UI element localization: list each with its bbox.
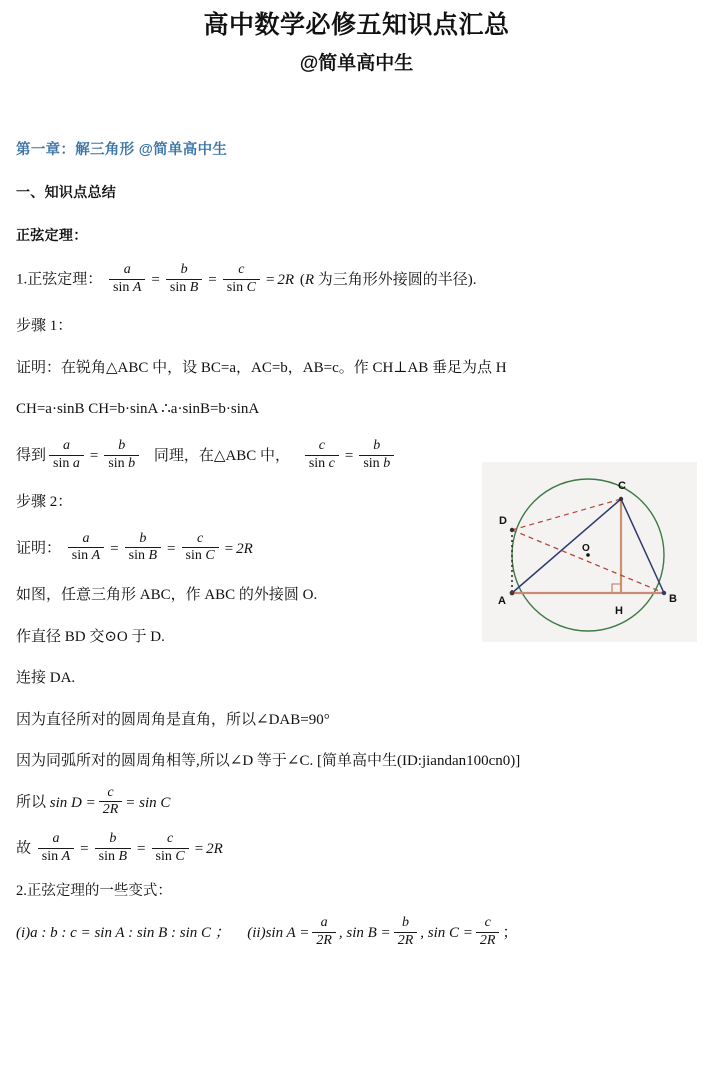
document-page (0, 10, 713, 1090)
sin-d-tail: = sin C (125, 794, 171, 811)
fraction-a-2R (312, 916, 336, 948)
variant-i-body: a : b : c = sin A : sin B : sin C ； (30, 925, 230, 942)
fraction-a-sinA-3 (38, 832, 74, 864)
right-angle-reason-line: 因为直径所对的圆周角是直角，所以∠DAB=90° (16, 711, 330, 728)
denominator (49, 455, 84, 472)
numerator: c (238, 262, 245, 277)
denominator (182, 547, 219, 564)
denominator (104, 455, 139, 472)
variant-ii (247, 917, 517, 949)
numerator: c (197, 530, 204, 546)
segment-CB (621, 499, 664, 593)
label-C: C (618, 480, 626, 492)
sin-function: sin (108, 455, 125, 471)
numerator: a (52, 831, 60, 846)
right-angle-marker (612, 584, 621, 593)
angle-variable: a (72, 455, 80, 471)
equals-sign: = (151, 271, 160, 288)
point-B (662, 591, 666, 595)
denominator-value: 2R (102, 802, 119, 818)
angle-variable: C (175, 848, 185, 864)
result-2R-3: 2R (206, 840, 223, 857)
law-of-sines-formula (106, 264, 294, 296)
denominator (109, 279, 145, 296)
numerator: c (318, 437, 325, 453)
diagram-svg (482, 462, 697, 642)
diameter-construction-line: 作直径 BD 交⊙O 于 D. (16, 628, 165, 645)
label-D: D (499, 515, 507, 527)
denominator (99, 801, 123, 818)
fraction-b-2R (394, 916, 418, 948)
sin-function: sin (155, 848, 172, 864)
equals-sign: = (194, 840, 204, 857)
numerator: b (180, 262, 188, 277)
numerator: b (373, 437, 381, 453)
variant-ii-label: (ii) (247, 925, 266, 942)
variant-ii-part-2: , sin B = (338, 925, 391, 942)
fraction-c-sinC-2 (182, 532, 219, 564)
denominator (312, 932, 336, 949)
fraction-c-sinc (305, 439, 339, 471)
equals-sign: = (344, 447, 354, 464)
segment-DB-diameter (512, 530, 664, 593)
figure-caption-line: 如图，任意三角形 ABC，作 ABC 的外接圆 O. (16, 587, 318, 604)
angle-variable: c (328, 455, 335, 471)
denominator (68, 547, 104, 564)
numerator: a (320, 915, 328, 931)
equal-angle-reason-line: 因为同弧所对的圆周角相等,所以∠D 等于∠C. [简单高中生(ID:jiandan100cn0)] (16, 753, 521, 770)
fraction-c-sinC-3 (152, 832, 189, 864)
denominator (166, 279, 202, 296)
page-subtitle: @简单高中生 (299, 53, 414, 75)
fraction-a-sinA-2 (68, 532, 104, 564)
fraction-a-sina (49, 439, 84, 471)
fraction-b-sinb (104, 439, 139, 471)
denominator (95, 848, 131, 865)
point-D (510, 528, 514, 532)
fraction-b-sinB (166, 263, 202, 295)
label-O: O (582, 543, 590, 554)
ch-altitude-equations: CH=a·sinB CH=b·sinA ∴a·sinB=b·sinA (16, 401, 260, 418)
angle-variable: A (91, 548, 101, 564)
derived-formula-left (46, 437, 142, 472)
variants-heading: 2.正弦定理的一些变式： (16, 883, 172, 900)
variant-ii-part-3: , sin C = (420, 925, 473, 942)
law-of-sines-statement (16, 264, 699, 296)
angle-variable: B (118, 848, 128, 864)
numerator: b (401, 915, 409, 931)
denominator-value: 2R (316, 932, 332, 948)
fraction-c-2R-2 (476, 916, 500, 948)
point-C (619, 497, 623, 501)
equals-sign: = (110, 540, 119, 557)
denominator (359, 455, 394, 472)
numerator: a (62, 437, 70, 453)
circumscribed-circle-diagram (482, 462, 697, 642)
angle-variable: b (383, 455, 391, 471)
page-title: 高中数学必修五知识点汇总 (203, 11, 510, 39)
equals-sign: = (137, 840, 146, 857)
angle-variable: B (148, 548, 158, 564)
sin-d-formula (49, 784, 171, 819)
sin-function: sin (169, 279, 187, 295)
chapter-heading: 第一章：解三角形 @简单高中生 (16, 142, 228, 158)
result-2R: 2R (277, 271, 295, 288)
denominator (38, 848, 74, 865)
angle-variable: A (132, 279, 142, 295)
equals-sign: = (208, 271, 217, 288)
numerator: b (118, 437, 126, 453)
equals-sign: = (89, 447, 99, 464)
conclusion-line (16, 833, 699, 865)
step2-label: 步骤 2： (16, 494, 73, 511)
law-of-sines-note (300, 272, 477, 288)
derive-prefix: 得到 (16, 447, 47, 464)
derived-formula-right (302, 437, 397, 472)
step2-proof-label: 证明： (16, 540, 62, 557)
sin-function: sin (53, 455, 70, 471)
variant-ii-part-1: sin A = (265, 925, 310, 942)
angle-variable: A (61, 848, 71, 864)
fraction-b-sinB-3 (95, 832, 131, 864)
denominator (305, 455, 339, 472)
equals-sign: = (224, 540, 234, 557)
label-H: H (615, 605, 623, 617)
equals-sign: = (80, 840, 89, 857)
sin-function: sin (363, 455, 380, 471)
numerator: b (109, 831, 117, 846)
label-A: A (498, 595, 506, 607)
denominator (125, 547, 161, 564)
numerator: c (107, 784, 114, 800)
denominator (152, 848, 189, 865)
label-B: B (669, 593, 677, 605)
angle-variable: C (205, 548, 215, 564)
angle-variable: C (246, 279, 256, 295)
numerator: c (484, 915, 491, 931)
sin-d-prefix: 所以 (16, 794, 47, 811)
derive-middle-text: 同理，在△ABC 中， (153, 447, 291, 464)
note-variable: R (304, 271, 315, 288)
conclusion-prefix: 故 (16, 840, 32, 857)
numerator: a (123, 262, 131, 277)
sin-function: sin (41, 848, 59, 864)
numerator: b (139, 530, 147, 546)
fraction-a-sinA (109, 263, 145, 295)
segment-DC (512, 499, 621, 530)
equals-sign: = (265, 271, 275, 288)
fraction-c-2R (99, 786, 123, 818)
denominator (476, 932, 500, 949)
sub-heading-law-of-sines: 正弦定理： (16, 227, 88, 243)
denominator-value: 2R (397, 932, 414, 948)
fraction-c-sinC (223, 263, 260, 295)
fraction-b-sinb-2 (359, 439, 394, 471)
law-of-sines-label: 1.正弦定理： (16, 271, 103, 288)
fraction-b-sinB-2 (125, 532, 161, 564)
connect-da-line: 连接 DA. (16, 670, 76, 687)
sin-function: sin (98, 848, 115, 864)
section-heading-knowledge-summary: 一、知识点总结 (16, 184, 117, 200)
sin-function: sin (226, 279, 244, 295)
step1-label: 步骤 1： (16, 318, 73, 335)
sin-d-line (16, 784, 699, 819)
note-suffix: 为三角形外接圆的半径). (314, 271, 477, 288)
numerator: c (167, 831, 174, 846)
denominator (223, 279, 260, 296)
numerator: a (82, 530, 90, 546)
variant-ii-part-4: ； (502, 925, 518, 942)
segment-AC (512, 499, 621, 593)
variants-line (16, 917, 699, 949)
angle-variable: B (189, 279, 199, 295)
note-prefix: ( (299, 271, 305, 288)
equals-sign: = (167, 540, 176, 557)
sin-function: sin (308, 455, 326, 471)
sin-function: sin (113, 279, 130, 295)
variant-i (16, 922, 230, 945)
sin-d-body: sin D = (49, 794, 96, 811)
variant-i-label: (i) (16, 925, 31, 942)
conclusion-formula (35, 833, 223, 865)
sin-function: sin (185, 548, 202, 564)
sin-function: sin (128, 548, 145, 564)
denominator (394, 932, 418, 949)
denominator-value: 2R (479, 932, 496, 948)
result-2R-2: 2R (236, 540, 253, 557)
point-A (510, 591, 515, 596)
angle-variable: b (128, 455, 136, 471)
sin-function: sin (71, 548, 89, 564)
step2-formula (65, 530, 253, 565)
step1-proof-text: 证明：在锐角△ABC 中，设 BC=a，AC=b，AB=c。作 CH⊥AB 垂足为点 H (16, 359, 507, 376)
